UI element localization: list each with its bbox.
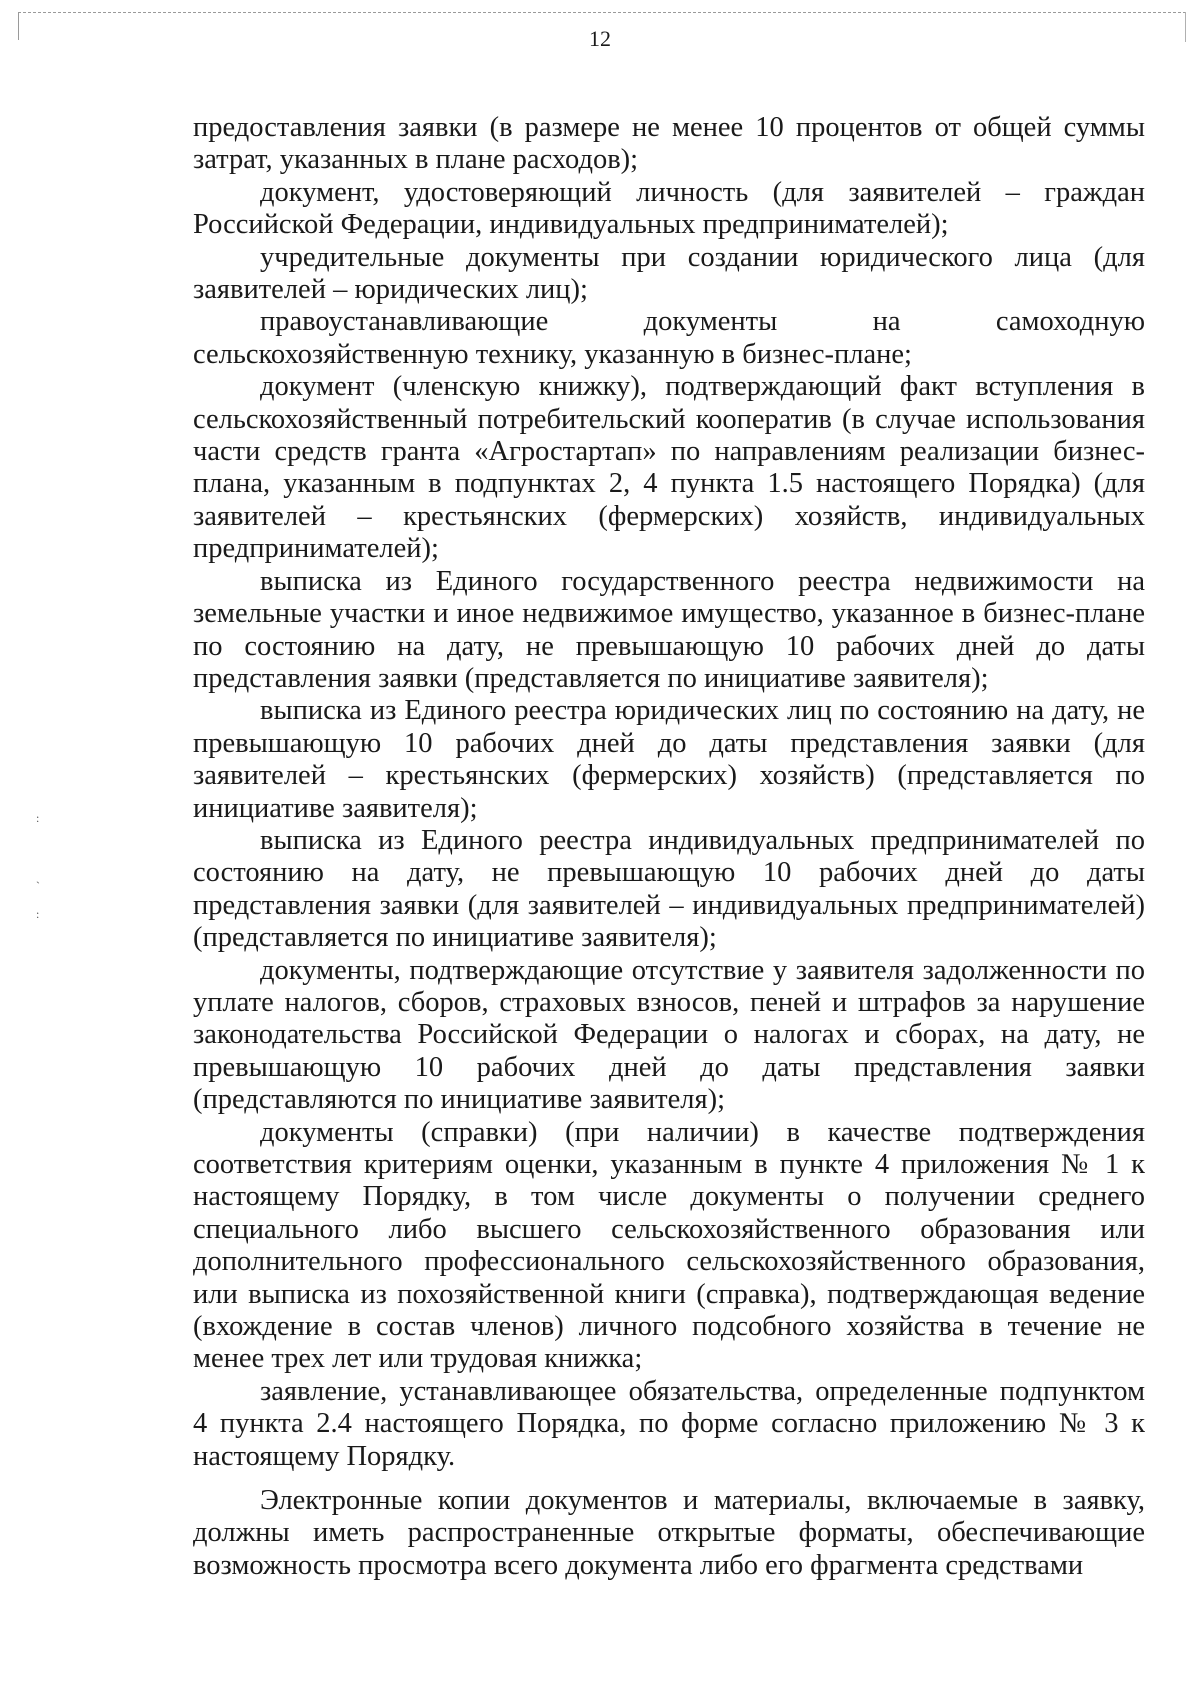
scan-border-top xyxy=(18,12,1186,13)
list-item-legal-entities-extract: выписка из Единого реестра юридических лиц по состоянию на дату, не превышающую 10 рабочих дней до даты представления заявки (для заявителей – крестьянских (фермерских) хозяйств) (представляется по инициативе заявителя); xyxy=(193,695,1145,824)
list-item-criteria-documents: документы (справки) (при наличии) в качестве подтверждения соответствия критериям оценки, указанным в пункте 4 приложения № 1 к настоящему Порядку, в том числе документы о получении среднего специального либо высшего сельскохозяйственного образования или дополнительного профессионального сельскохозяйственного образования, или выписка из похозяйственной книги (справка), подтверждающая ведение (вхождение в состав членов) личного подсобного хозяйства в течение не менее трех лет или трудовая книжка; xyxy=(193,1116,1145,1375)
list-item-identity-document: документ, удостоверяющий личность (для заявителей – граждан Российской Федерации, индивидуальных предпринимателей); xyxy=(193,176,1145,241)
margin-scan-marks: : ` : xyxy=(36,811,40,921)
list-item-tax-debt-documents: документы, подтверждающие отсутствие у заявителя задолженности по уплате налогов, сборов, страховых взносов, пеней и штрафов за нарушение законодательства Российской Федерации о налогах и сборах, на дату, не превышающую 10 рабочих дней до даты представления заявки (представляются по инициативе заявителя); xyxy=(193,954,1145,1116)
list-item-membership-document: документ (членскую книжку), подтверждающий факт вступления в сельскохозяйственный потребительский кооператив (в случае использования части средств гранта «Агростартап» по направлениям реализации бизнес-плана, указанным в подпунктах 2, 4 пункта 1.5 настоящего Порядка) (для заявителей – крестьянских (фермерских) хозяйств, индивидуальных предпринимателей); xyxy=(193,371,1145,565)
list-item-real-estate-extract: выписка из Единого государственного реестра недвижимости на земельные участки и иное недвижимое имущество, указанное в бизнес-плане по состоянию на дату, не превышающую 10 рабочих дней до даты представления заявки (представляется по инициативе заявителя); xyxy=(193,565,1145,694)
list-item-founding-documents: учредительные документы при создании юридического лица (для заявителей – юридических лиц); xyxy=(193,241,1145,306)
list-item-title-documents: правоустанавливающие документы на самоходную сельскохозяйственную технику, указанную в бизнес-плане; xyxy=(193,306,1145,370)
list-item-entrepreneurs-extract: выписка из Единого реестра индивидуальных предпринимателей по состоянию на дату, не превышающую 10 рабочих дней до даты представления заявки (для заявителей – индивидуальных предпринимателей) (представляется по инициативе заявителя); xyxy=(193,824,1145,954)
document-body xyxy=(193,112,1145,1582)
paragraph-continuation: предоставления заявки (в размере не менее 10 процентов от общей суммы затрат, указанных в плане расходов); xyxy=(193,112,1145,176)
paragraph-electronic-copies: Электронные копии документов и материалы, включаемые в заявку, должны иметь распространенные открытые форматы, обеспечивающие возможность просмотра всего документа либо его фрагмента средствами xyxy=(193,1485,1145,1581)
page-number: 12 xyxy=(589,26,611,51)
list-item-obligations-statement: заявление, устанавливающее обязательства, определенные подпунктом 4 пункта 2.4 настоящего Порядка, по форме согласно приложению № 3 к настоящему Порядку. xyxy=(193,1375,1145,1472)
